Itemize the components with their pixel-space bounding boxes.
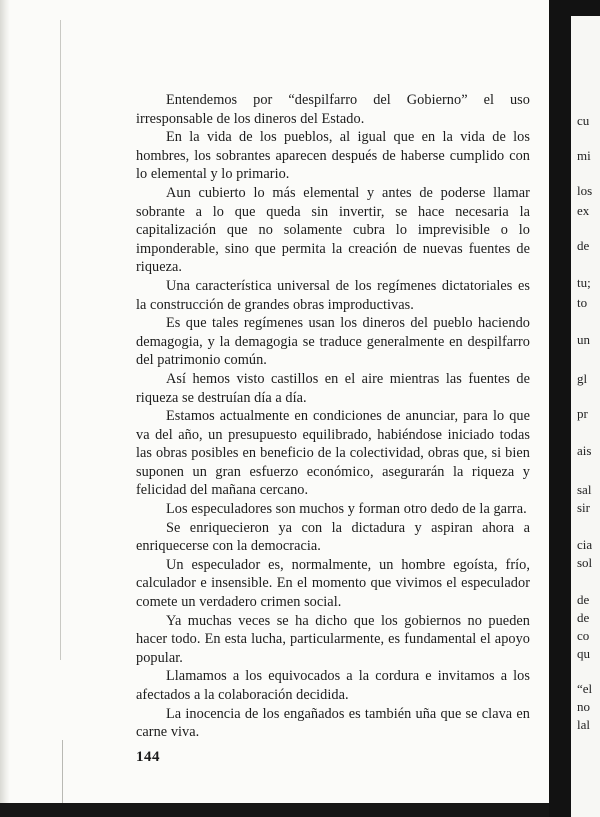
paragraph: Entendemos por “despilfarro del Gobierno” el uso irresponsable de los dineros del Estado. xyxy=(136,92,530,127)
facing-page-fragment: pr xyxy=(577,406,588,421)
paragraph: Es que tales regímenes usan los dineros del pueblo haciendo demagogia, y la demagogia se traduce generalmente en despilfarro del patrimonio común. xyxy=(136,315,530,369)
book-spine-gutter xyxy=(549,0,571,817)
paragraph: En la vida de los pueblos, al igual que en la vida de los hombres, los sobrantes aparecen después de haberse cumplido con lo elemental y lo primario. xyxy=(136,129,530,183)
facing-page-top-shadow xyxy=(571,0,600,16)
facing-page-fragment: co xyxy=(577,628,590,643)
page-left-edge-shadow xyxy=(0,0,10,817)
facing-page-fragment: sol xyxy=(577,555,593,570)
facing-page-fragment: ex xyxy=(577,203,590,218)
paragraph: Así hemos visto castillos en el aire mientras las fuentes de riqueza se destruían día a día. xyxy=(136,370,530,406)
scan-margin-line xyxy=(60,20,61,660)
paragraph: Los especuladores son muchos y forman otro dedo de la garra. xyxy=(166,501,527,518)
scan-bottom-border xyxy=(0,803,560,817)
facing-page-fragment: sal xyxy=(577,482,592,497)
facing-page-fragment: mi xyxy=(577,148,591,163)
paragraph: Llamamos a los equivocados a la cordura e invitamos a los afectados a la colaboración decidida. xyxy=(136,668,530,703)
facing-page-fragment: to xyxy=(577,295,588,310)
facing-page-fragment: los xyxy=(577,183,593,198)
facing-page-fragment: de xyxy=(577,238,590,253)
facing-page-fragment: un xyxy=(577,332,590,347)
paragraph: Un especulador es, normalmente, un hombre egoísta, frío, calculador e insensible. En el momento que vivimos el especulador comete un verdadero crimen social. xyxy=(136,556,530,611)
paragraph: Estamos actualmente en condiciones de anunciar, para lo que va del año, un presupuesto equilibrado, habiéndose iniciado todas las obras posibles en beneficio de la colectividad, obras que, si bien suponen un gran esfuerzo económico, asegurarán la riqueza y felicidad del mañana cercano. xyxy=(136,408,530,499)
facing-page-fragment: lal xyxy=(577,717,590,732)
paragraph: Aun cubierto lo más elemental y antes de poderse llamar sobrante a lo que queda sin invertir, se hace necesaria la capitalización que no solamente cubra lo imprevisible o lo imponderable, sino que permita la creación de nuevas fuentes de riqueza. xyxy=(136,184,530,276)
paragraph: Una característica universal de los regímenes dictatoriales es la construcción de grandes obras improductivas. xyxy=(136,277,530,313)
paragraph: Se enriquecieron ya con la dictadura y aspiran ahora a enriquecerse con la democracia. xyxy=(136,519,530,555)
facing-page-fragment: qu xyxy=(577,646,590,661)
facing-page-fragment: gl xyxy=(577,371,588,386)
facing-page-fragment: de xyxy=(577,610,590,625)
facing-page-fragment: no xyxy=(577,699,590,714)
facing-page-fragment: ais xyxy=(577,443,592,458)
paragraph: Ya muchas veces se ha dicho que los gobiernos no pueden hacer todo. En esta lucha, particularmente, es fundamental el apoyo popular. xyxy=(136,612,530,666)
facing-page-edge xyxy=(571,16,600,817)
facing-page-fragment: sir xyxy=(577,500,590,515)
paragraph: La inocencia de los engañados es también uña que se clava en carne viva. xyxy=(136,705,530,741)
facing-page-fragment: cia xyxy=(577,537,593,552)
facing-page-fragment: “el xyxy=(577,681,593,696)
facing-page-fragment: cu xyxy=(577,113,590,128)
facing-page-fragment: de xyxy=(577,592,590,607)
body-text xyxy=(136,91,530,742)
scan-margin-line-lower xyxy=(62,740,63,810)
facing-page-fragment: tu; xyxy=(577,275,591,290)
page-number: 144 xyxy=(136,749,160,765)
